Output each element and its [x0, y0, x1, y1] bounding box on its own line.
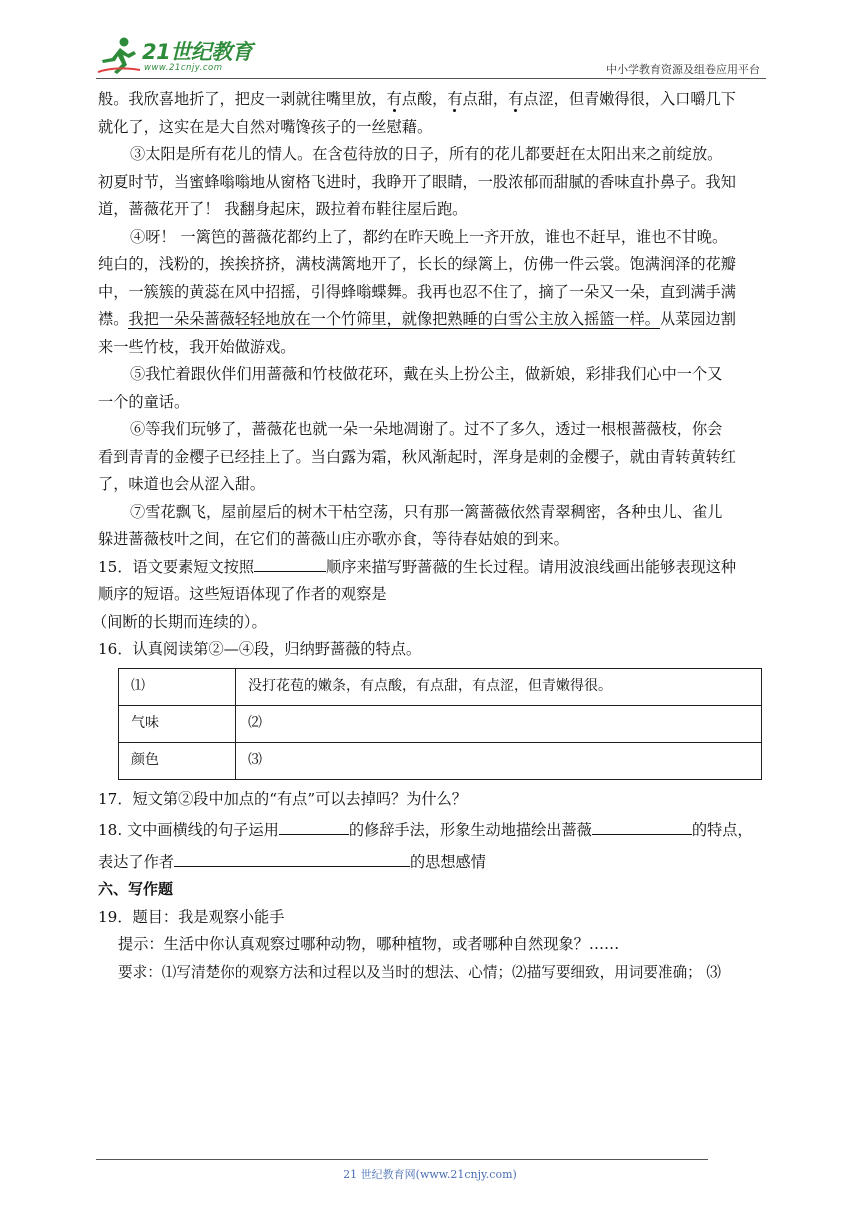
writing-requirements: 要求：⑴写清楚你的观察方法和过程以及当时的想法、心情；⑵描写要细致，用词要准确； ⑶	[118, 963, 721, 981]
passage-line: 看到青青的金樱子已经挂上了。当白露为霜，秋风渐起时，浑身是刺的金樱子，就由青转黄转红	[98, 447, 736, 466]
header-platform-text: 中小学教育资源及组卷应用平台	[606, 63, 760, 76]
question-19: 19．题目：我是观察小能手	[98, 907, 285, 926]
table-cell[interactable]: ⑶	[236, 742, 762, 779]
logo	[96, 34, 266, 80]
table-cell: 气味	[119, 705, 236, 742]
passage-line: 中，一簇簇的黄蕊在风中招摇，引得蜂嗡蝶舞。我再也忍不住了，摘了一朵又一朵，直到满手满	[98, 282, 736, 301]
table-cell[interactable]: ⑵	[236, 705, 762, 742]
passage-line: 道，蔷薇花开了！ 我翻身起床，趿拉着布鞋往屋后跑。	[98, 200, 468, 218]
answer-blank[interactable]	[174, 850, 410, 867]
question-18: 18. 文中画横线的句子运用 的修辞手法，形象生动地描绘出蔷薇 的特点，	[98, 817, 766, 845]
traits-table	[118, 668, 762, 780]
table-row	[119, 705, 762, 742]
answer-blank[interactable]	[254, 555, 326, 572]
passage-line: ④呀！ 一篱笆的蔷薇花都约上了，都约在昨天晚上一齐开放，谁也不赶早，谁也不甘晚。	[130, 227, 728, 246]
emphasis-dot-char: 有	[447, 90, 463, 108]
table-cell: 颜色	[119, 742, 236, 779]
passage-line: ⑥等我们玩够了，蔷薇花也就一朵一朵地凋谢了。过不了多久，透过一根根蔷薇枝，你会	[130, 420, 723, 438]
table-cell: ⑴	[119, 668, 236, 705]
table-cell: 没打花苞的嫩条，有点酸，有点甜，有点涩，但青嫩得很。	[236, 668, 762, 705]
question-15: 15．语文要素短文按照 顺序来描写野蔷薇的生长过程。请用波浪线画出能够表现这种	[98, 554, 766, 582]
passage-line: 来一些竹枝，我开始做游戏。	[98, 337, 296, 356]
question-15-note: （间断的长期而连续的）。	[92, 612, 267, 631]
passage-line: 般。我欣喜地折了，把皮一剥就往嘴里放，有点酸，有点甜，有点涩，但青嫩得很，入口嚼几下	[98, 90, 736, 108]
question-17: 17．短文第②段中加点的“有点”可以去掉吗？为什么？	[98, 789, 467, 808]
passage-line: 就化了，这实在是大自然对嘴馋孩子的一丝慰藉。	[98, 117, 433, 136]
page-header	[96, 34, 766, 80]
runner-logo-icon	[96, 36, 142, 76]
answer-blank[interactable]	[592, 818, 692, 835]
question-16: 16．认真阅读第②—④段，归纳野蔷薇的特点。	[98, 640, 422, 658]
passage-line: 初夏时节，当蜜蜂嗡嗡地从窗格飞进时，我睁开了眼睛，一股浓郁而甜腻的香味直扑鼻子。我知	[98, 172, 736, 191]
writing-hint: 提示：生活中你认真观察过哪种动物，哪种植物，或者哪种自然现象？……	[118, 935, 620, 953]
table-row	[119, 742, 762, 779]
table-row	[119, 668, 762, 705]
header-divider	[96, 78, 766, 79]
passage-line: ⑦雪花飘飞，屋前屋后的树木干枯空荡，只有那一篱蔷薇依然青翠稠密，各种虫儿、雀儿	[130, 502, 723, 521]
passage-line: 了，味道也会从涩入甜。	[98, 475, 266, 493]
emphasis-dot-char: 有	[386, 90, 402, 108]
footer-divider	[96, 1159, 708, 1160]
emphasis-dot-char: 有	[508, 90, 524, 108]
logo-url: www.21cnjy.com	[144, 63, 223, 73]
section-title: 六、写作题	[98, 880, 174, 898]
question-18-cont: 表达了作者 的思想感情	[98, 849, 766, 877]
logo-text: 21世纪教育	[142, 40, 253, 64]
answer-blank[interactable]	[279, 818, 349, 835]
underlined-sentence: 我把一朵朵蔷薇轻轻地放在一个竹筛里，就像把熟睡的白雪公主放入摇篮一样。	[128, 310, 660, 328]
passage-line: 一个的童话。	[98, 392, 190, 411]
passage-line: 躲进蔷薇枝叶之间，在它们的蔷薇山庄亦歌亦食，等待春姑娘的到来。	[98, 530, 569, 548]
page-footer: 21 世纪教育网(www.21cnjy.com)	[343, 1168, 517, 1181]
passage-line: ⑤我忙着跟伙伴们用蔷薇和竹枝做花环，戴在头上扮公主，做新娘，彩排我们心中一个又	[130, 365, 723, 383]
passage-line: ③太阳是所有花儿的情人。在含苞待放的日子，所有的花儿都要赶在太阳出来之前绽放。	[130, 145, 723, 163]
passage-line: 纯白的，浅粉的，挨挨挤挤，满枝满篱地开了，长长的绿篱上，仿佛一件云裳。饱满润泽的花瓣	[98, 255, 736, 273]
passage-line: 襟。我把一朵朵蔷薇轻轻地放在一个竹筛里，就像把熟睡的白雪公主放入摇篮一样。从菜园边割	[98, 310, 736, 328]
document-body	[92, 86, 766, 986]
question-15-cont: 顺序的短语。这些短语体现了作者的观察是	[98, 585, 387, 603]
